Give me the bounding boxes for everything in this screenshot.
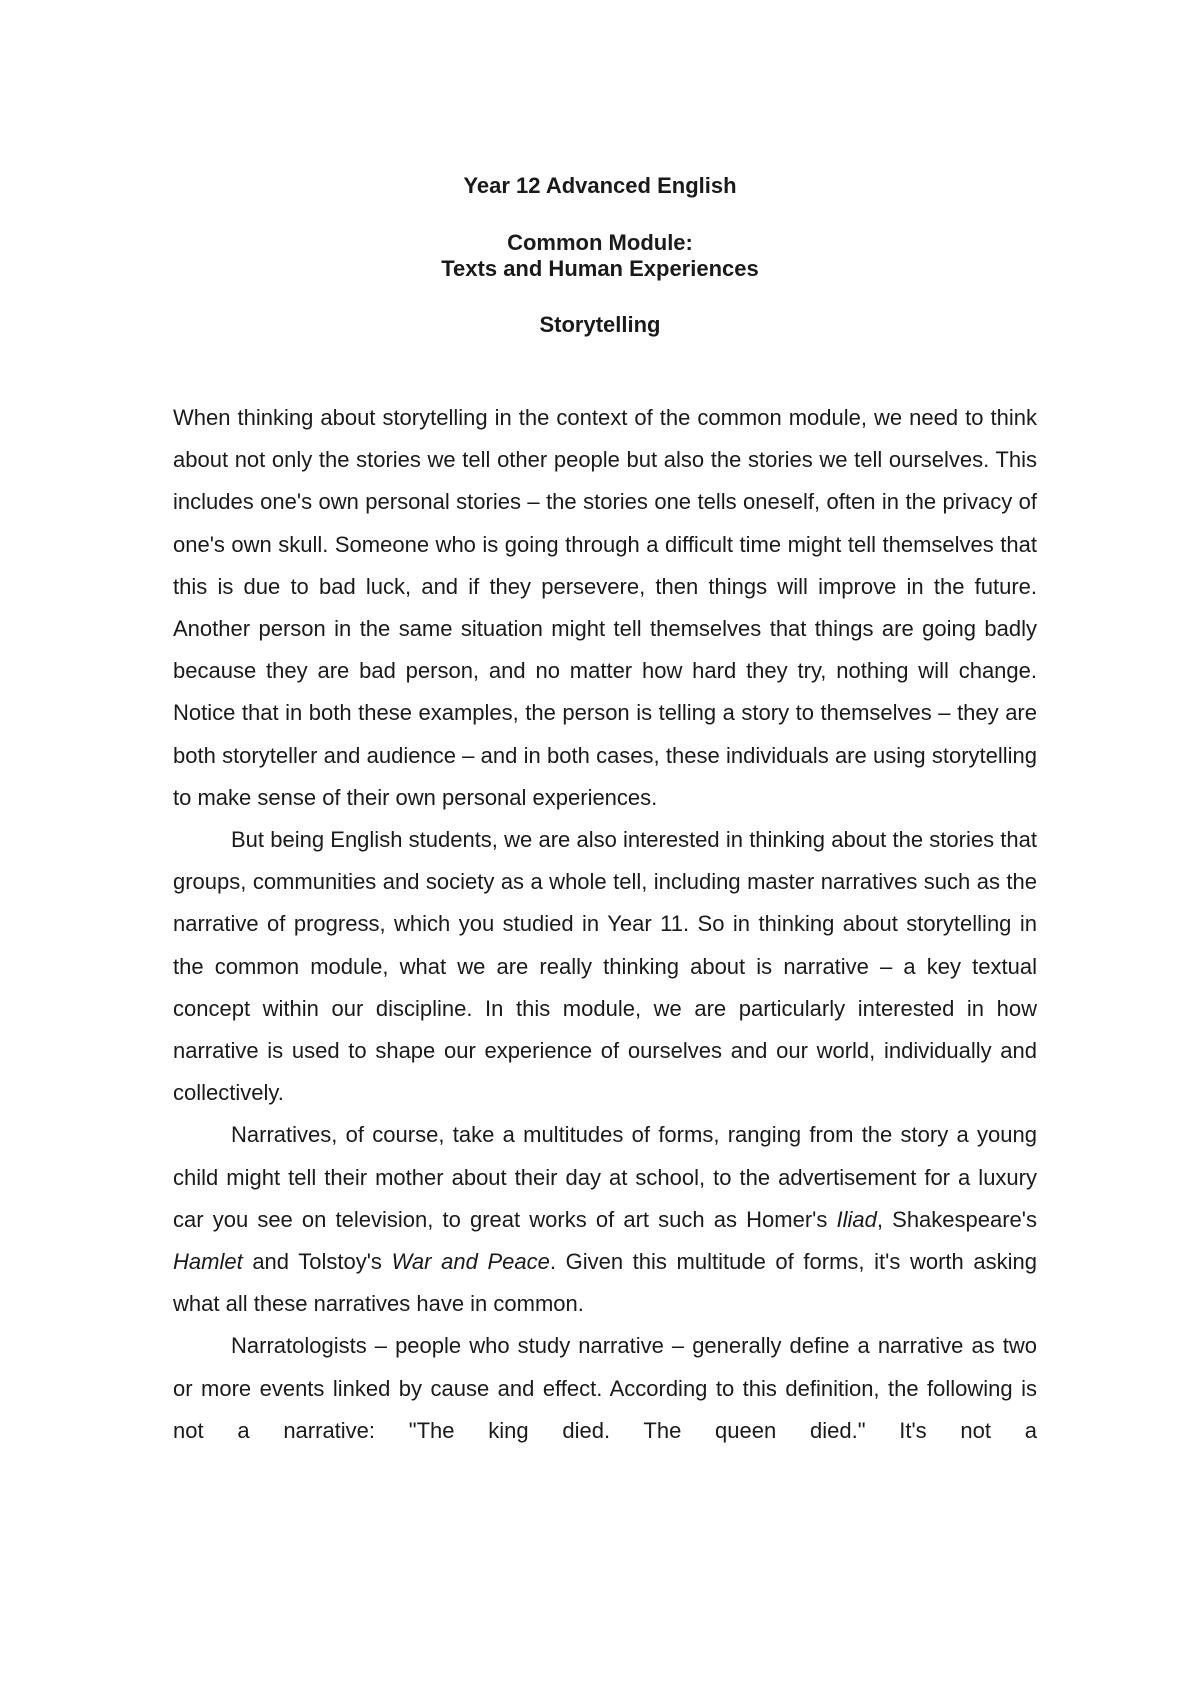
title-war-and-peace: War and Peace (391, 1249, 550, 1275)
paragraph-1: When thinking about storytelling in the context of the common module, we need to think about not only the stories we tell other people but also the stories we tell ourselves. This includes one's own personal stories – the stories one tells oneself, often in the privacy of one's own skull. Someone who is going through a difficult time might tell themselves that this is due to bad luck, and if they persevere, then things will improve in the future. Another person in the same situation might tell themselves that things are going badly because they are bad person, and no matter how hard they try, nothing will change. Notice that in both these examples, the person is telling a story to themselves – they are both storyteller and audience – and in both cases, these individuals are using storytelling to make sense of their own personal experiences. (173, 405, 1037, 810)
paragraph-3-text-b: , Shakespeare's (876, 1206, 1037, 1232)
module-name: Texts and Human Experiences (441, 256, 759, 281)
paragraph-3-text-d: . Given this multitude of forms, it's worth asking what all these narratives have in common. (173, 1249, 1037, 1317)
module-label: Common Module: (507, 230, 693, 255)
title-iliad: Iliad (836, 1206, 877, 1232)
paragraph-2: But being English students, we are also interested in thinking about the stories that groups, communities and society as a whole tell, including master narratives such as the narrative of progress, which you studied in Year 11. So in thinking about storytelling in the common module, what we are really thinking about is narrative – a key textual concept within our discipline. In this module, we are particularly interested in how narrative is used to shape our experience of ourselves and our world, individually and collectively. (173, 827, 1037, 1106)
paragraph-3-text-a: Narratives, of course, take a multitudes of forms, ranging from the story a young child might tell their mother about their day at school, to the advertisement for a luxury car you see on television, to great works of art such as Homer's (173, 1122, 1037, 1232)
title-hamlet: Hamlet (173, 1249, 243, 1275)
body-text (173, 397, 1037, 1452)
document-title: Year 12 Advanced English (463, 173, 737, 198)
paragraph-4: Narratologists – people who study narrative – generally define a narrative as two or more events linked by cause and effect. According to this definition, the following is not a narrative: "The king died. The queen died." It's not a (173, 1333, 1037, 1443)
paragraph-3 (173, 1114, 1037, 1325)
section-title: Storytelling (539, 312, 661, 337)
paragraph-3-text-c: and Tolstoy's (242, 1249, 392, 1275)
